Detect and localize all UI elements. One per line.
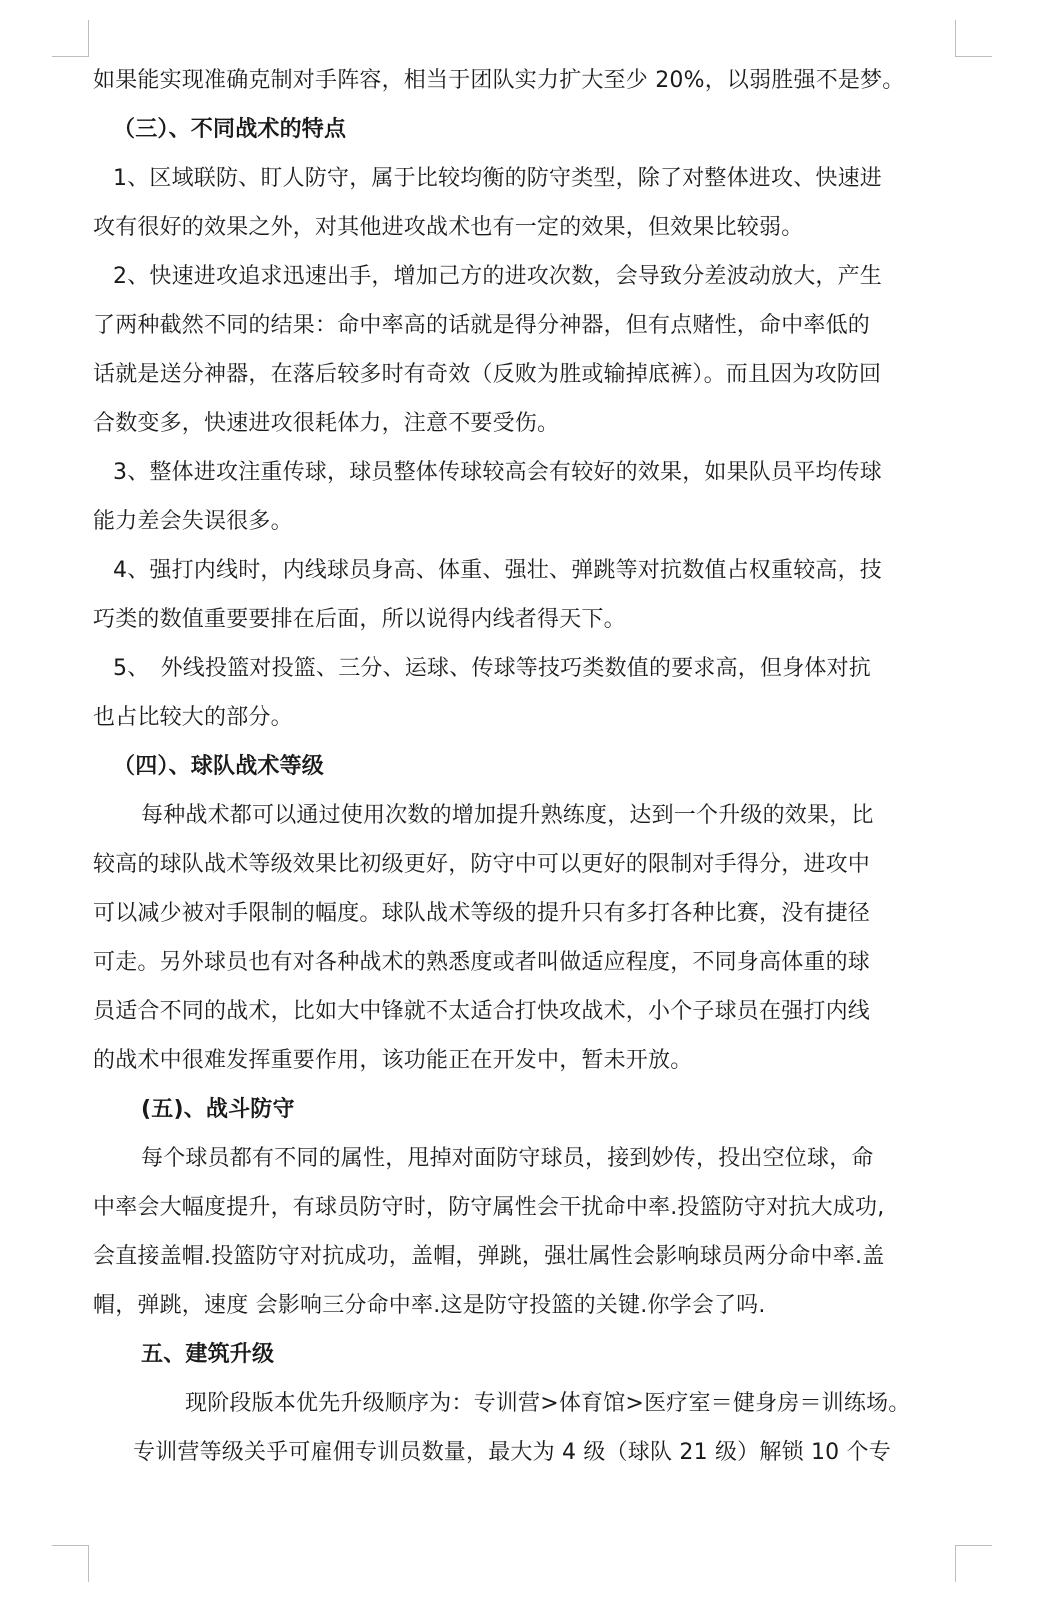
paragraph-line: 能力差会失误很多。 [93, 509, 293, 534]
paragraph-line: 攻有很好的效果之外，对其他进攻战术也有一定的效果，但效果比较弱。 [93, 215, 804, 240]
paragraph-line: 也占比较大的部分。 [93, 705, 293, 730]
paragraph-line: 如果能实现准确克制对手阵容，相当于团队实力扩大至少 20%，以弱胜强不是梦。 [93, 68, 905, 93]
paragraph-line: 3、整体进攻注重传球，球员整体传球较高会有较好的效果，如果队员平均传球 [113, 460, 882, 485]
section-heading-4: （四）、球队战术等级 [113, 754, 325, 779]
paragraph-line: 较高的球队战术等级效果比初级更好，防守中可以更好的限制对手得分，进攻中 [93, 852, 871, 877]
paragraph-line: 2、快速进攻追求迅速出手，增加己方的进攻次数，会导致分差波动放大，产生 [113, 264, 882, 289]
paragraph-line: 中率会大幅度提升，有球员防守时，防守属性会干扰命中率.投篮防守对抗大成功, [93, 1195, 885, 1220]
paragraph-line: 每个球员都有不同的属性，甩掉对面防守球员，接到妙传，投出空位球，命 [141, 1146, 874, 1171]
paragraph-line: 帽，弹跳，速度 会影响三分命中率.这是防守投篮的关键.你学会了吗. [93, 1293, 766, 1318]
document-body [93, 56, 973, 1477]
paragraph-line: 现阶段版本优先升级顺序为：专训营>体育馆>医疗室＝健身房＝训练场。 [185, 1391, 911, 1416]
section-heading-building-upgrade: 五、建筑升级 [141, 1342, 275, 1367]
page-corner-mark-top-left [52, 20, 89, 57]
paragraph-line: 了两种截然不同的结果：命中率高的话就是得分神器，但有点赌性，命中率低的 [93, 313, 871, 338]
paragraph-line: 巧类的数值重要要排在后面，所以说得内线者得天下。 [93, 607, 626, 632]
section-heading-5: (五)、战斗防守 [141, 1097, 295, 1122]
page-corner-mark-bottom-left [52, 1545, 89, 1582]
page-corner-mark-top-right [955, 20, 992, 57]
paragraph-line: 合数变多，快速进攻很耗体力，注意不要受伤。 [93, 411, 560, 436]
paragraph-line: 会直接盖帽.投篮防守对抗成功，盖帽，弹跳，强壮属性会影响球员两分命中率.盖 [93, 1244, 885, 1269]
paragraph-line: 每种战术都可以通过使用次数的增加提升熟练度，达到一个升级的效果，比 [141, 803, 874, 828]
paragraph-line: 4、强打内线时，内线球员身高、体重、强壮、弹跳等对抗数值占权重较高，技 [113, 558, 882, 583]
paragraph-line: 话就是送分神器，在落后较多时有奇效（反败为胜或输掉底裤）。而且因为攻防回 [93, 362, 882, 387]
paragraph-line: 员适合不同的战术，比如大中锋就不太适合打快攻战术，小个子球员在强打内线 [93, 999, 871, 1024]
paragraph-line: 的战术中很难发挥重要作用，该功能正在开发中，暂未开放。 [93, 1048, 693, 1073]
paragraph-line: 5、 外线投篮对投篮、三分、运球、传球等技巧类数值的要求高，但身体对抗 [113, 656, 871, 681]
section-heading-3: （三）、不同战术的特点 [113, 117, 347, 142]
page-corner-mark-bottom-right [955, 1545, 992, 1582]
paragraph-line: 1、区域联防、盯人防守，属于比较均衡的防守类型，除了对整体进攻、快速进 [113, 166, 882, 191]
paragraph-line: 专训营等级关乎可雇佣专训员数量，最大为 4 级（球队 21 级）解锁 10 个专 [133, 1440, 891, 1465]
paragraph-line: 可以减少被对手限制的幅度。球队战术等级的提升只有多打各种比赛，没有捷径 [93, 901, 871, 926]
paragraph-line: 可走。另外球员也有对各种战术的熟悉度或者叫做适应程度，不同身高体重的球 [93, 950, 871, 975]
